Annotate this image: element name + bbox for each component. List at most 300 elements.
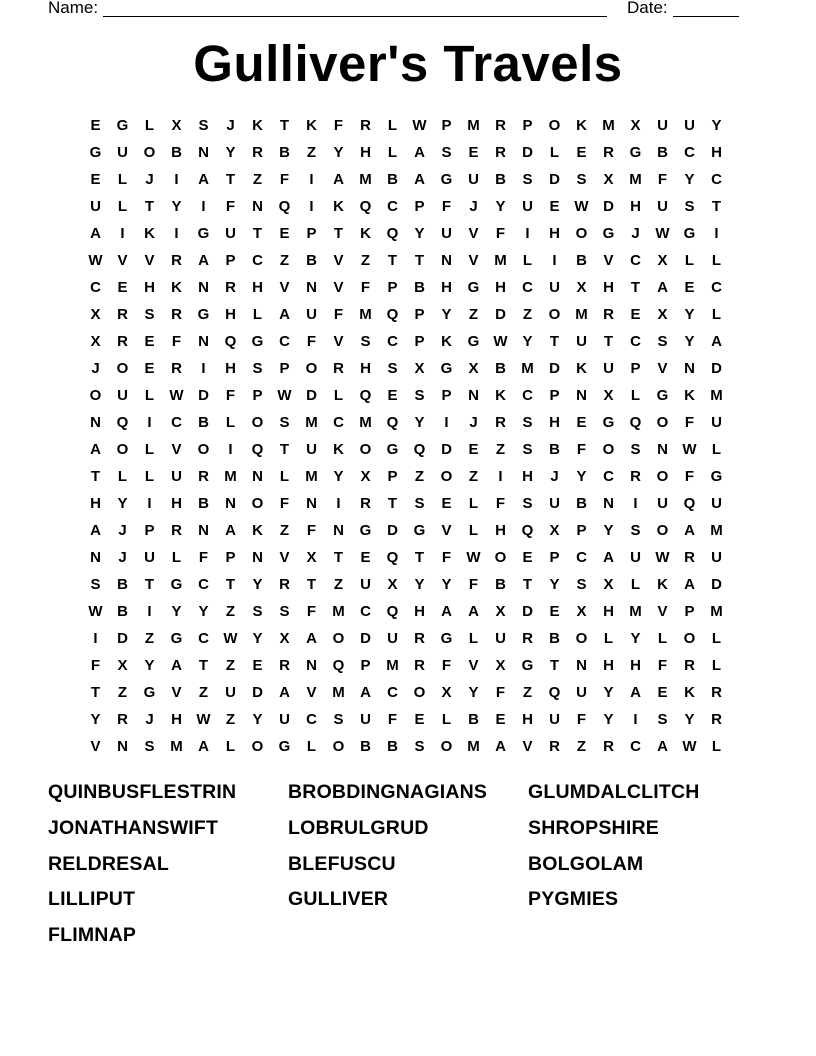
grid-letter[interactable]: Y bbox=[117, 495, 128, 512]
grid-letter[interactable]: Y bbox=[468, 684, 479, 701]
grid-letter[interactable]: A bbox=[198, 738, 209, 755]
grid-letter[interactable]: W bbox=[169, 387, 184, 404]
grid-letter[interactable]: T bbox=[90, 684, 101, 701]
grid-letter[interactable]: F bbox=[495, 684, 506, 701]
grid-letter[interactable]: O bbox=[575, 630, 588, 647]
grid-letter[interactable]: O bbox=[305, 360, 318, 377]
grid-letter[interactable]: K bbox=[360, 225, 371, 242]
grid-letter[interactable]: O bbox=[440, 468, 453, 485]
grid-letter[interactable]: G bbox=[467, 279, 480, 296]
grid-letter[interactable]: G bbox=[197, 225, 210, 242]
grid-letter[interactable]: K bbox=[495, 387, 506, 404]
grid-letter[interactable]: W bbox=[682, 441, 697, 458]
grid-letter[interactable]: C bbox=[522, 279, 533, 296]
grid-letter[interactable]: R bbox=[495, 144, 506, 161]
grid-letter[interactable]: J bbox=[145, 171, 154, 188]
grid-letter[interactable]: B bbox=[495, 576, 506, 593]
grid-letter[interactable]: R bbox=[603, 306, 614, 323]
grid-letter[interactable]: Y bbox=[414, 225, 425, 242]
grid-letter[interactable]: P bbox=[549, 387, 560, 404]
grid-letter[interactable]: X bbox=[495, 603, 506, 620]
grid-letter[interactable]: H bbox=[90, 495, 101, 512]
grid-letter[interactable]: U bbox=[468, 171, 479, 188]
grid-letter[interactable]: U bbox=[360, 711, 371, 728]
grid-letter[interactable]: L bbox=[225, 738, 236, 755]
grid-letter[interactable]: S bbox=[414, 738, 425, 755]
grid-letter[interactable]: W bbox=[466, 549, 481, 566]
grid-letter[interactable]: A bbox=[171, 657, 182, 674]
grid-letter[interactable]: L bbox=[225, 414, 236, 431]
grid-letter[interactable]: I bbox=[174, 225, 179, 242]
grid-letter[interactable]: R bbox=[603, 144, 614, 161]
grid-letter[interactable]: U bbox=[711, 549, 722, 566]
grid-letter[interactable]: G bbox=[440, 630, 453, 647]
grid-letter[interactable]: K bbox=[171, 279, 182, 296]
grid-letter[interactable]: R bbox=[171, 306, 182, 323]
grid-letter[interactable]: C bbox=[198, 630, 209, 647]
grid-letter[interactable]: M bbox=[332, 684, 345, 701]
grid-letter[interactable]: E bbox=[657, 684, 668, 701]
grid-letter[interactable]: A bbox=[279, 306, 290, 323]
grid-letter[interactable]: Z bbox=[144, 630, 155, 647]
grid-letter[interactable]: D bbox=[711, 576, 722, 593]
grid-letter[interactable]: O bbox=[143, 144, 156, 161]
grid-letter[interactable]: H bbox=[603, 603, 614, 620]
grid-letter[interactable]: S bbox=[252, 603, 263, 620]
grid-letter[interactable]: R bbox=[117, 306, 128, 323]
grid-letter[interactable]: P bbox=[414, 198, 425, 215]
grid-letter[interactable]: R bbox=[360, 495, 371, 512]
grid-letter[interactable]: U bbox=[576, 333, 587, 350]
grid-letter[interactable]: L bbox=[144, 441, 155, 458]
grid-letter[interactable]: M bbox=[710, 387, 723, 404]
grid-letter[interactable]: A bbox=[468, 603, 479, 620]
grid-letter[interactable]: Y bbox=[630, 630, 641, 647]
grid-letter[interactable]: H bbox=[603, 279, 614, 296]
grid-letter[interactable]: S bbox=[144, 306, 155, 323]
grid-letter[interactable]: E bbox=[495, 711, 506, 728]
grid-letter[interactable]: T bbox=[144, 576, 155, 593]
grid-letter[interactable]: S bbox=[657, 711, 668, 728]
grid-letter[interactable]: E bbox=[549, 603, 560, 620]
grid-letter[interactable]: W bbox=[655, 549, 670, 566]
grid-letter[interactable]: M bbox=[710, 522, 723, 539]
grid-letter[interactable]: C bbox=[360, 603, 371, 620]
grid-letter[interactable]: U bbox=[549, 711, 560, 728]
grid-letter[interactable]: P bbox=[684, 603, 695, 620]
grid-letter[interactable]: U bbox=[144, 549, 155, 566]
grid-letter[interactable]: C bbox=[630, 333, 641, 350]
grid-letter[interactable]: A bbox=[684, 522, 695, 539]
grid-letter[interactable]: Y bbox=[414, 414, 425, 431]
grid-letter[interactable]: Y bbox=[684, 711, 695, 728]
grid-letter[interactable]: D bbox=[117, 630, 128, 647]
grid-letter[interactable]: Q bbox=[548, 684, 561, 701]
grid-letter[interactable]: K bbox=[333, 441, 344, 458]
grid-letter[interactable]: N bbox=[603, 495, 614, 512]
grid-letter[interactable]: M bbox=[359, 171, 372, 188]
grid-letter[interactable]: K bbox=[657, 576, 668, 593]
grid-letter[interactable]: I bbox=[309, 198, 314, 215]
grid-letter[interactable]: F bbox=[657, 657, 668, 674]
grid-letter[interactable]: O bbox=[656, 468, 669, 485]
grid-letter[interactable]: V bbox=[441, 522, 452, 539]
grid-letter[interactable]: N bbox=[90, 549, 101, 566]
grid-letter[interactable]: W bbox=[682, 738, 697, 755]
grid-letter[interactable]: D bbox=[495, 306, 506, 323]
grid-letter[interactable]: V bbox=[171, 441, 182, 458]
grid-letter[interactable]: F bbox=[441, 657, 452, 674]
grid-letter[interactable]: I bbox=[147, 495, 152, 512]
grid-letter[interactable]: G bbox=[89, 144, 102, 161]
grid-letter[interactable]: T bbox=[90, 468, 101, 485]
grid-letter[interactable]: M bbox=[521, 360, 534, 377]
grid-letter[interactable]: C bbox=[630, 738, 641, 755]
grid-letter[interactable]: U bbox=[90, 198, 101, 215]
grid-letter[interactable]: X bbox=[360, 468, 371, 485]
grid-letter[interactable]: R bbox=[711, 684, 722, 701]
grid-letter[interactable]: O bbox=[116, 360, 129, 377]
grid-letter[interactable]: L bbox=[117, 468, 128, 485]
grid-letter[interactable]: S bbox=[252, 360, 263, 377]
grid-letter[interactable]: R bbox=[414, 630, 425, 647]
grid-letter[interactable]: B bbox=[387, 171, 398, 188]
grid-letter[interactable]: R bbox=[171, 252, 182, 269]
grid-letter[interactable]: Q bbox=[386, 549, 399, 566]
grid-letter[interactable]: A bbox=[360, 684, 371, 701]
grid-letter[interactable]: X bbox=[495, 657, 506, 674]
grid-letter[interactable]: Y bbox=[549, 576, 560, 593]
grid-letter[interactable]: L bbox=[252, 306, 263, 323]
grid-letter[interactable]: B bbox=[198, 495, 209, 512]
grid-letter[interactable]: T bbox=[414, 252, 425, 269]
grid-letter[interactable]: X bbox=[603, 576, 614, 593]
grid-letter[interactable]: D bbox=[306, 387, 317, 404]
grid-letter[interactable]: G bbox=[170, 630, 183, 647]
grid-letter[interactable]: U bbox=[441, 225, 452, 242]
grid-letter[interactable]: H bbox=[144, 279, 155, 296]
grid-letter[interactable]: S bbox=[441, 144, 452, 161]
grid-letter[interactable]: T bbox=[225, 171, 236, 188]
grid-letter[interactable]: I bbox=[552, 252, 557, 269]
grid-letter[interactable]: P bbox=[576, 522, 587, 539]
grid-letter[interactable]: F bbox=[441, 198, 452, 215]
grid-letter[interactable]: P bbox=[144, 522, 155, 539]
grid-letter[interactable]: U bbox=[522, 198, 533, 215]
grid-letter[interactable]: S bbox=[657, 333, 668, 350]
grid-letter[interactable]: D bbox=[198, 387, 209, 404]
grid-letter[interactable]: S bbox=[576, 171, 587, 188]
grid-letter[interactable]: C bbox=[279, 333, 290, 350]
grid-letter[interactable]: S bbox=[360, 333, 371, 350]
grid-letter[interactable]: T bbox=[603, 333, 614, 350]
grid-letter[interactable]: V bbox=[279, 549, 290, 566]
grid-letter[interactable]: U bbox=[549, 495, 560, 512]
grid-letter[interactable]: E bbox=[90, 171, 101, 188]
grid-letter[interactable]: D bbox=[549, 171, 560, 188]
grid-letter[interactable]: V bbox=[603, 252, 614, 269]
grid-letter[interactable]: X bbox=[576, 603, 587, 620]
grid-letter[interactable]: N bbox=[333, 522, 344, 539]
grid-letter[interactable]: B bbox=[576, 252, 587, 269]
grid-letter[interactable]: O bbox=[332, 738, 345, 755]
grid-letter[interactable]: B bbox=[576, 495, 587, 512]
grid-letter[interactable]: L bbox=[522, 252, 533, 269]
grid-letter[interactable]: U bbox=[171, 468, 182, 485]
grid-letter[interactable]: L bbox=[630, 387, 641, 404]
grid-letter[interactable]: Y bbox=[333, 468, 344, 485]
grid-letter[interactable]: G bbox=[683, 225, 696, 242]
grid-letter[interactable]: E bbox=[414, 711, 425, 728]
grid-letter[interactable]: M bbox=[629, 171, 642, 188]
grid-letter[interactable]: Q bbox=[359, 387, 372, 404]
grid-letter[interactable]: Z bbox=[225, 657, 236, 674]
grid-letter[interactable]: T bbox=[198, 657, 209, 674]
grid-letter[interactable]: I bbox=[714, 225, 719, 242]
grid-letter[interactable]: E bbox=[630, 306, 641, 323]
grid-letter[interactable]: D bbox=[522, 144, 533, 161]
grid-letter[interactable]: V bbox=[333, 252, 344, 269]
grid-letter[interactable]: X bbox=[441, 684, 452, 701]
grid-letter[interactable]: D bbox=[387, 522, 398, 539]
grid-letter[interactable]: S bbox=[279, 414, 290, 431]
grid-letter[interactable]: U bbox=[549, 279, 560, 296]
grid-letter[interactable]: C bbox=[198, 576, 209, 593]
grid-letter[interactable]: X bbox=[468, 360, 479, 377]
grid-letter[interactable]: E bbox=[144, 360, 155, 377]
grid-letter[interactable]: X bbox=[630, 117, 641, 134]
grid-letter[interactable]: C bbox=[711, 279, 722, 296]
grid-letter[interactable]: U bbox=[117, 387, 128, 404]
grid-letter[interactable]: X bbox=[414, 360, 425, 377]
grid-letter[interactable]: W bbox=[277, 387, 292, 404]
grid-letter[interactable]: I bbox=[147, 603, 152, 620]
grid-letter[interactable]: L bbox=[387, 144, 398, 161]
grid-letter[interactable]: K bbox=[576, 360, 587, 377]
grid-letter[interactable]: U bbox=[117, 144, 128, 161]
grid-letter[interactable]: O bbox=[683, 630, 696, 647]
grid-letter[interactable]: M bbox=[602, 117, 615, 134]
grid-letter[interactable]: M bbox=[494, 252, 507, 269]
grid-letter[interactable]: F bbox=[387, 711, 398, 728]
grid-letter[interactable]: K bbox=[576, 117, 587, 134]
grid-letter[interactable]: M bbox=[224, 468, 237, 485]
grid-letter[interactable]: A bbox=[657, 279, 668, 296]
grid-letter[interactable]: H bbox=[522, 711, 533, 728]
date-write-line[interactable] bbox=[673, 16, 739, 17]
grid-letter[interactable]: E bbox=[468, 144, 479, 161]
grid-letter[interactable]: U bbox=[306, 306, 317, 323]
grid-letter[interactable]: Y bbox=[684, 306, 695, 323]
grid-letter[interactable]: R bbox=[414, 657, 425, 674]
grid-letter[interactable]: S bbox=[522, 414, 533, 431]
grid-letter[interactable]: N bbox=[198, 333, 209, 350]
grid-letter[interactable]: H bbox=[171, 711, 182, 728]
grid-letter[interactable]: B bbox=[549, 630, 560, 647]
grid-letter[interactable]: J bbox=[469, 414, 478, 431]
grid-letter[interactable]: B bbox=[549, 441, 560, 458]
grid-letter[interactable]: L bbox=[117, 171, 128, 188]
grid-letter[interactable]: H bbox=[495, 279, 506, 296]
grid-letter[interactable]: H bbox=[549, 414, 560, 431]
grid-letter[interactable]: S bbox=[144, 738, 155, 755]
grid-letter[interactable]: N bbox=[576, 387, 587, 404]
grid-letter[interactable]: Y bbox=[603, 684, 614, 701]
grid-letter[interactable]: I bbox=[93, 630, 98, 647]
grid-letter[interactable]: F bbox=[333, 117, 344, 134]
grid-letter[interactable]: Y bbox=[684, 333, 695, 350]
grid-letter[interactable]: B bbox=[198, 414, 209, 431]
grid-letter[interactable]: P bbox=[279, 360, 290, 377]
grid-letter[interactable]: F bbox=[171, 333, 182, 350]
grid-letter[interactable]: Q bbox=[386, 603, 399, 620]
grid-letter[interactable]: D bbox=[360, 630, 371, 647]
grid-letter[interactable]: X bbox=[90, 306, 101, 323]
grid-letter[interactable]: Y bbox=[414, 576, 425, 593]
grid-letter[interactable]: W bbox=[574, 198, 589, 215]
grid-letter[interactable]: O bbox=[656, 522, 669, 539]
grid-letter[interactable]: X bbox=[603, 171, 614, 188]
grid-letter[interactable]: E bbox=[684, 279, 695, 296]
grid-letter[interactable]: N bbox=[306, 279, 317, 296]
grid-letter[interactable]: S bbox=[522, 441, 533, 458]
grid-letter[interactable]: E bbox=[549, 198, 560, 215]
grid-letter[interactable]: K bbox=[684, 387, 695, 404]
grid-letter[interactable]: S bbox=[630, 441, 641, 458]
grid-letter[interactable]: V bbox=[657, 603, 668, 620]
grid-letter[interactable]: X bbox=[549, 522, 560, 539]
grid-letter[interactable]: H bbox=[630, 657, 641, 674]
grid-letter[interactable]: Z bbox=[279, 252, 290, 269]
grid-letter[interactable]: R bbox=[522, 630, 533, 647]
grid-letter[interactable]: P bbox=[225, 252, 236, 269]
grid-letter[interactable]: J bbox=[145, 711, 154, 728]
grid-letter[interactable]: N bbox=[306, 495, 317, 512]
grid-letter[interactable]: E bbox=[360, 549, 371, 566]
grid-letter[interactable]: P bbox=[225, 549, 236, 566]
grid-letter[interactable]: Y bbox=[144, 657, 155, 674]
grid-letter[interactable]: A bbox=[90, 522, 101, 539]
grid-letter[interactable]: B bbox=[117, 576, 128, 593]
grid-letter[interactable]: G bbox=[602, 225, 615, 242]
grid-letter[interactable]: N bbox=[441, 252, 452, 269]
grid-letter[interactable]: X bbox=[387, 576, 398, 593]
grid-letter[interactable]: W bbox=[88, 603, 103, 620]
grid-letter[interactable]: F bbox=[576, 441, 587, 458]
grid-letter[interactable]: F bbox=[576, 711, 587, 728]
grid-letter[interactable]: L bbox=[144, 117, 155, 134]
grid-letter[interactable]: N bbox=[225, 495, 236, 512]
grid-letter[interactable]: O bbox=[251, 495, 264, 512]
grid-letter[interactable]: Q bbox=[413, 441, 426, 458]
grid-letter[interactable]: I bbox=[174, 171, 179, 188]
grid-letter[interactable]: U bbox=[576, 684, 587, 701]
grid-letter[interactable]: S bbox=[279, 603, 290, 620]
grid-letter[interactable]: S bbox=[90, 576, 101, 593]
grid-letter[interactable]: S bbox=[387, 360, 398, 377]
grid-letter[interactable]: L bbox=[630, 576, 641, 593]
grid-letter[interactable]: M bbox=[467, 738, 480, 755]
grid-letter[interactable]: H bbox=[414, 603, 425, 620]
grid-letter[interactable]: A bbox=[225, 522, 236, 539]
grid-letter[interactable]: D bbox=[252, 684, 263, 701]
grid-letter[interactable]: Y bbox=[198, 603, 209, 620]
grid-letter[interactable]: H bbox=[225, 306, 236, 323]
grid-letter[interactable]: Z bbox=[522, 684, 533, 701]
grid-letter[interactable]: B bbox=[495, 171, 506, 188]
grid-letter[interactable]: Q bbox=[224, 333, 237, 350]
grid-letter[interactable]: B bbox=[117, 603, 128, 620]
grid-letter[interactable]: B bbox=[468, 711, 479, 728]
grid-letter[interactable]: N bbox=[468, 387, 479, 404]
grid-letter[interactable]: L bbox=[711, 306, 722, 323]
grid-letter[interactable]: J bbox=[631, 225, 640, 242]
grid-letter[interactable]: U bbox=[306, 441, 317, 458]
grid-letter[interactable]: F bbox=[198, 549, 209, 566]
grid-letter[interactable]: F bbox=[306, 522, 317, 539]
grid-letter[interactable]: Q bbox=[116, 414, 129, 431]
grid-letter[interactable]: Y bbox=[603, 522, 614, 539]
grid-letter[interactable]: U bbox=[387, 630, 398, 647]
grid-letter[interactable]: Q bbox=[521, 522, 534, 539]
grid-letter[interactable]: L bbox=[144, 387, 155, 404]
grid-letter[interactable]: V bbox=[90, 738, 101, 755]
grid-letter[interactable]: U bbox=[225, 225, 236, 242]
grid-letter[interactable]: T bbox=[333, 225, 344, 242]
grid-letter[interactable]: A bbox=[198, 252, 209, 269]
grid-letter[interactable]: G bbox=[413, 522, 426, 539]
grid-letter[interactable]: Y bbox=[603, 711, 614, 728]
grid-letter[interactable]: Z bbox=[333, 576, 344, 593]
grid-letter[interactable]: C bbox=[333, 414, 344, 431]
grid-letter[interactable]: E bbox=[468, 441, 479, 458]
grid-letter[interactable]: R bbox=[252, 144, 263, 161]
grid-letter[interactable]: I bbox=[633, 495, 638, 512]
grid-letter[interactable]: N bbox=[252, 468, 263, 485]
grid-letter[interactable]: E bbox=[90, 117, 101, 134]
grid-letter[interactable]: F bbox=[279, 495, 290, 512]
grid-letter[interactable]: A bbox=[630, 684, 641, 701]
grid-letter[interactable]: Y bbox=[252, 576, 263, 593]
grid-letter[interactable]: R bbox=[225, 279, 236, 296]
grid-letter[interactable]: B bbox=[495, 360, 506, 377]
grid-letter[interactable]: O bbox=[602, 441, 615, 458]
grid-letter[interactable]: G bbox=[710, 468, 723, 485]
grid-letter[interactable]: P bbox=[360, 657, 371, 674]
grid-letter[interactable]: R bbox=[279, 657, 290, 674]
grid-letter[interactable]: O bbox=[548, 117, 561, 134]
grid-letter[interactable]: Q bbox=[386, 414, 399, 431]
grid-letter[interactable]: C bbox=[684, 144, 695, 161]
grid-letter[interactable]: Y bbox=[576, 468, 587, 485]
grid-letter[interactable]: Q bbox=[332, 657, 345, 674]
grid-letter[interactable]: N bbox=[684, 360, 695, 377]
grid-letter[interactable]: G bbox=[197, 306, 210, 323]
grid-letter[interactable]: L bbox=[441, 711, 452, 728]
grid-letter[interactable]: G bbox=[251, 333, 264, 350]
grid-letter[interactable]: X bbox=[576, 279, 587, 296]
grid-letter[interactable]: T bbox=[711, 198, 722, 215]
grid-letter[interactable]: O bbox=[548, 306, 561, 323]
grid-letter[interactable]: A bbox=[306, 630, 317, 647]
grid-letter[interactable]: L bbox=[711, 441, 722, 458]
grid-letter[interactable]: U bbox=[360, 576, 371, 593]
grid-letter[interactable]: D bbox=[441, 441, 452, 458]
grid-letter[interactable]: T bbox=[549, 657, 560, 674]
grid-letter[interactable]: U bbox=[684, 117, 695, 134]
grid-letter[interactable]: Z bbox=[468, 468, 479, 485]
grid-letter[interactable]: Y bbox=[90, 711, 101, 728]
